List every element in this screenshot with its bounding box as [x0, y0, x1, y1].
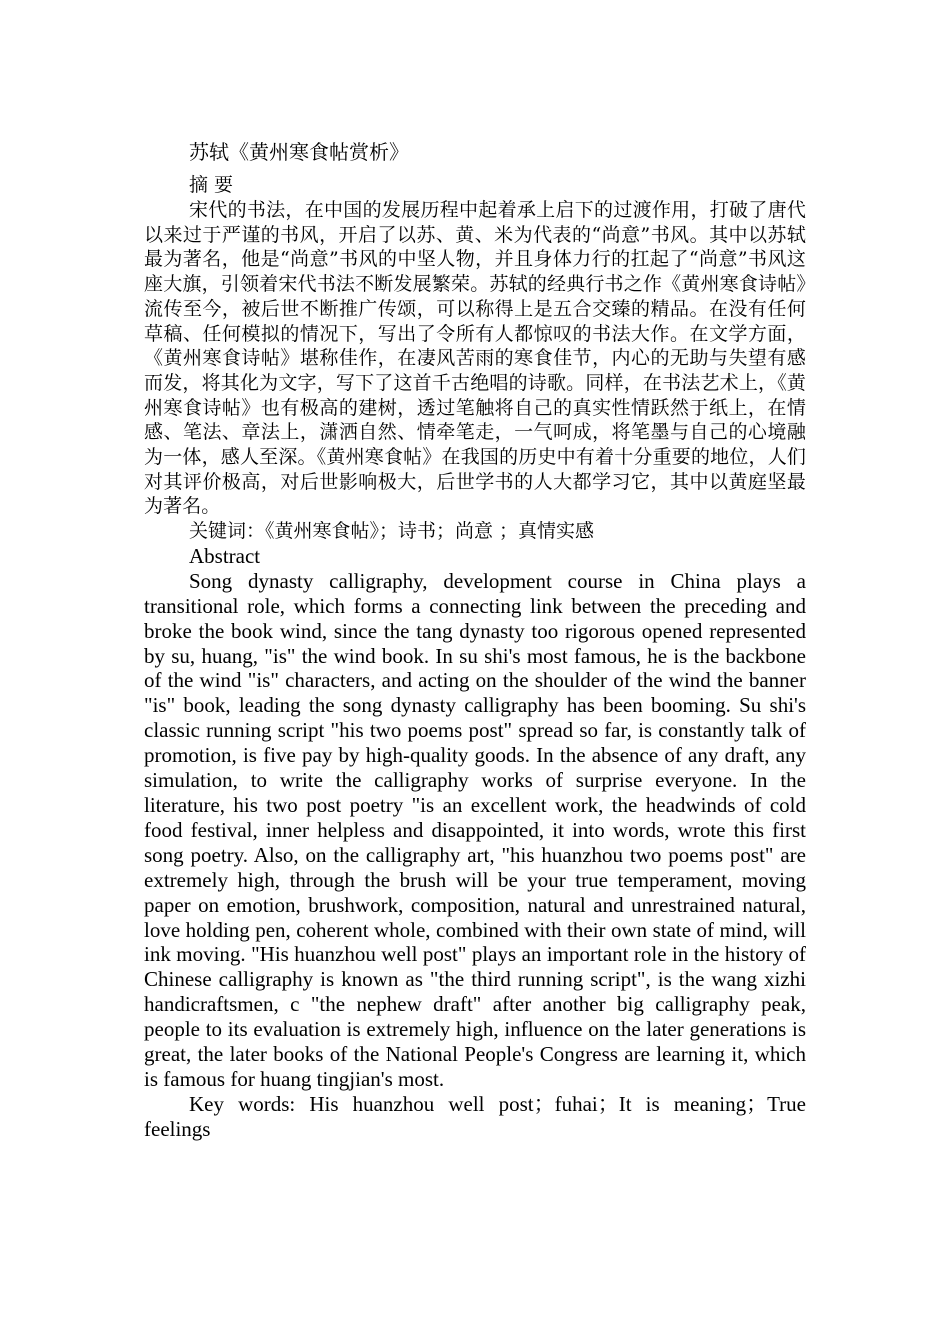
abstract-label-en: Abstract	[189, 543, 261, 568]
abstract-body-cn: 宋代的书法，在中国的发展历程中起着承上启下的过渡作用，打破了唐代以来过于严谨的书风，开启了以苏、黄、米为代表的“尚意”书风。其中以苏轼最为著名，他是“尚意”书风的中坚人物，并且身体力行的扛起了“尚意”书风这座大旗，引领着宋代书法不断发展繁荣。苏轼的经典行书之作《黄州寒食诗帖》流传至今，被后世不断推广传颂，可以称得上是五合交臻的精品。在没有任何草稿、任何模拟的情况下，写出了令所有人都惊叹的书法大作。在文学方面，《黄州寒食诗帖》堪称佳作，在凄风苦雨的寒食佳节，内心的无助与失望有感而发，将其化为文字，写下了这首千古绝唱的诗歌。同样，在书法艺术上，《黄州寒食诗帖》也有极高的建树，透过笔触将自己的真实性情跃然于纸上，在情感、笔法、章法上，潇洒自然、情牵笔走，一气呵成，将笔墨与自己的心境融为一体，感人至深。《黄州寒食帖》在我国的历史中有着十分重要的地位，人们对其评价极高，对后世影响极大，后世学书的人大都学习它，其中以黄庭坚最为著名。	[144, 199, 806, 518]
keywords-cn: 关键词：《黄州寒食帖》；诗书；尚意 ；真情实感	[189, 520, 595, 543]
keywords-en: Key words: His huanzhou well post；fuhai；It is meaning；True feelings	[144, 1091, 806, 1141]
document-page	[144, 132, 806, 1142]
abstract-label-cn: 摘 要	[189, 174, 234, 196]
document-title: 苏轼《黄州寒食帖赏析》	[189, 140, 409, 164]
abstract-body-en: Song dynasty calligraphy, development course in China plays a transitional role, which forms a connecting link between the preceding and broke the book wind, since the tang dynasty too rigorous opened represented by su, huang, "is" the wind book. In su shi's most famous, he is the backbone of the wind "is" characters, and acting on the shoulder of the wind the banner "is" book, leading the song dynasty calligraphy has been booming. Su shi's classic running script "his two poems post" spread so far, is constantly talk of promotion, is five pay by high-quality goods. In the absence of any draft, any simulation, to write the calligraphy works of surprise everyone. In the literature, his two post poetry "is an excellent work, the headwinds of cold food festival, inner helpless and disappointed, it into words, wrote this first song poetry. Also, on the calligraphy art, "his huanzhou two poems post" are extremely high, through the brush will be your true temperament, moving paper on emotion, brushwork, composition, natural and unrestrained natural, love holding pen, coherent whole, combined with their own state of mind, will ink moving. "His huanzhou well post" plays an important role in the history of Chinese calligraphy is known as "the third running script", is the wang xizhi handicraftsmen, c "the nephew draft" after another big calligraphy peak, people to its evaluation is extremely high, influence on the later generations is great, the later books of the National People's Congress are learning it, which is famous for huang tingjian's most.	[144, 568, 806, 1091]
